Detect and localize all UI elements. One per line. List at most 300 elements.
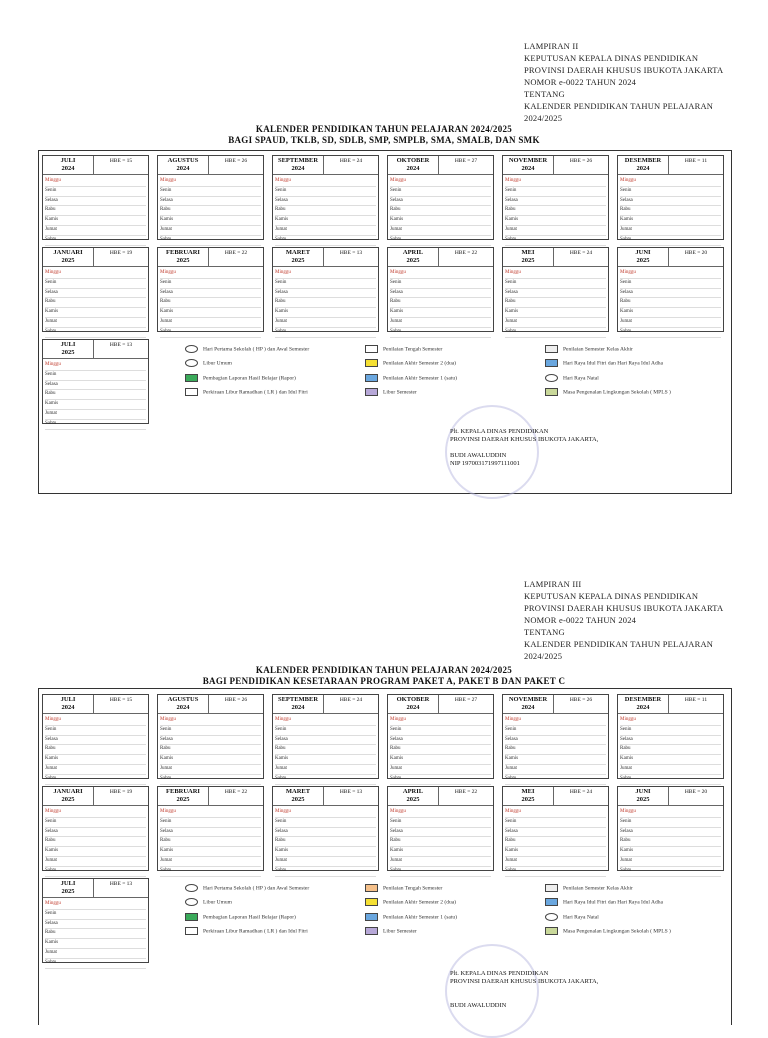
day-label: Sabtu [275, 775, 287, 781]
day-row [275, 716, 376, 726]
day-row [160, 775, 261, 785]
day-row [620, 736, 721, 746]
day-label: Jumat [45, 765, 57, 771]
day-label: Selasa [275, 197, 288, 203]
day-label: Selasa [390, 289, 403, 295]
day-row [620, 837, 721, 847]
day-label: Kamis [620, 756, 634, 762]
day-row [505, 745, 606, 755]
day-row [160, 279, 261, 289]
day-label: Senin [505, 818, 517, 824]
day-label: Minggu [45, 178, 61, 183]
month-mei-2025 [502, 247, 609, 332]
day-label: Rabu [275, 207, 286, 213]
day-row [45, 837, 146, 847]
day-label: Jumat [275, 318, 287, 324]
day-label: Minggu [45, 270, 61, 275]
day-label: Minggu [505, 270, 521, 275]
day-row [275, 837, 376, 847]
month-maret-2025 [272, 247, 379, 332]
month-agustus-2024 [157, 694, 264, 779]
day-label: Rabu [160, 207, 171, 213]
day-label: Minggu [45, 362, 61, 367]
day-label: Minggu [275, 270, 291, 275]
day-label: Rabu [390, 746, 401, 752]
day-label: Rabu [45, 299, 56, 305]
month-name: FEBRUARI 2025 [166, 788, 200, 803]
day-row [45, 959, 146, 969]
month-name: JANUARI 2025 [53, 249, 83, 264]
day-label: Selasa [45, 920, 58, 926]
day-label: Minggu [390, 809, 406, 814]
day-label: Sabtu [620, 328, 632, 334]
day-row [620, 765, 721, 775]
month-hbe: HBE = 20 [668, 248, 723, 266]
day-row [45, 400, 146, 410]
month-hbe: HBE = 24 [323, 695, 378, 713]
month-name: FEBRUARI 2025 [166, 249, 200, 264]
day-row [505, 726, 606, 736]
day-row [160, 308, 261, 318]
day-label: Sabtu [505, 328, 517, 334]
day-row [45, 939, 146, 949]
day-row [620, 818, 721, 828]
day-row [45, 390, 146, 400]
day-row [45, 206, 146, 216]
month-hbe: HBE = 11 [668, 695, 723, 713]
day-row [505, 828, 606, 838]
day-row [160, 177, 261, 187]
day-row [390, 216, 491, 226]
month-hbe: HBE = 13 [93, 879, 148, 897]
month-hbe: HBE = 20 [668, 787, 723, 805]
day-label: Jumat [390, 857, 402, 863]
day-label: Senin [275, 818, 287, 824]
day-row [390, 828, 491, 838]
day-row [505, 279, 606, 289]
day-row [45, 900, 146, 910]
month-hbe: HBE = 19 [93, 248, 148, 266]
day-label: Selasa [45, 289, 58, 295]
day-label: Kamis [505, 756, 519, 762]
legend: Hari Pertama Sekolah ( HP ) dan Awal Semester Penilaian Tengah Semester Penilaian Semester Kelas Akhir Libur Umum Penilaian Akhir Semester 2 (dua) Hari Raya Idul Fitri dan Hari Raya Idul Adha Pembagian Laporan Hasil Belajar (Rapor) Penilaian Akhir Semester 1 (satu) Hari Raya Natal Perkiraan Libur Ramadhan ( LR ) dan Idul Fitri Libur Semester Masa Pengenalan Lingkungan Sekolah ( MPLS ) [185, 884, 725, 935]
day-row [505, 318, 606, 328]
day-row [505, 216, 606, 226]
calendar-title: KALENDER PENDIDIKAN TAHUN PELAJARAN 2024/2025 [255, 665, 513, 675]
day-row [45, 328, 146, 338]
day-row [390, 716, 491, 726]
day-label: Sabtu [505, 775, 517, 781]
day-label: Selasa [390, 736, 403, 742]
month-name: JULI 2025 [60, 341, 76, 356]
day-label: Minggu [620, 809, 636, 814]
month-januari-2025 [42, 786, 149, 871]
day-label: Kamis [390, 309, 404, 315]
day-row [390, 765, 491, 775]
month-juli-2025 [42, 878, 149, 963]
month-juni-2025 [617, 786, 724, 871]
day-label: Selasa [505, 828, 518, 834]
day-row [620, 226, 721, 236]
day-row [160, 828, 261, 838]
day-label: Rabu [275, 746, 286, 752]
day-row [45, 910, 146, 920]
month-februari-2025 [157, 786, 264, 871]
day-row [505, 775, 606, 785]
day-label: Kamis [160, 756, 174, 762]
day-row [45, 847, 146, 857]
day-label: Kamis [275, 309, 289, 315]
day-row [45, 420, 146, 430]
day-row [45, 197, 146, 207]
day-row [390, 328, 491, 338]
day-label: Senin [505, 726, 517, 732]
month-hbe: HBE = 26 [553, 156, 608, 174]
day-row [620, 269, 721, 279]
day-row [160, 736, 261, 746]
day-row [160, 726, 261, 736]
month-maret-2025 [272, 786, 379, 871]
day-row [275, 177, 376, 187]
day-row [620, 847, 721, 857]
month-name: MARET 2025 [285, 249, 311, 264]
day-label: Jumat [160, 318, 172, 324]
day-row [505, 716, 606, 726]
day-label: Senin [505, 279, 517, 285]
day-label: Minggu [45, 901, 61, 906]
day-label: Sabtu [45, 959, 57, 965]
day-row [505, 187, 606, 197]
day-label: Sabtu [45, 867, 57, 873]
day-row [620, 828, 721, 838]
day-row [45, 775, 146, 785]
day-label: Jumat [275, 857, 287, 863]
month-hbe: HBE = 27 [438, 695, 493, 713]
month-desember-2024 [617, 155, 724, 240]
month-hbe: HBE = 24 [553, 787, 608, 805]
day-label: Selasa [390, 828, 403, 834]
day-row [390, 818, 491, 828]
day-label: Jumat [505, 857, 517, 863]
legend: Hari Pertama Sekolah ( HP ) dan Awal Semester Penilaian Tengah Semester Penilaian Semester Kelas Akhir Libur Umum Penilaian Akhir Semester 2 (dua) Hari Raya Idul Fitri dan Hari Raya Idul Adha Pembagian Laporan Hasil Belajar (Rapor) Penilaian Akhir Semester 1 (satu) Hari Raya Natal Perkiraan Libur Ramadhan ( LR ) dan Idul Fitri Libur Semester Masa Pengenalan Lingkungan Sekolah ( MPLS ) [185, 345, 725, 396]
day-row [45, 929, 146, 939]
day-row [620, 216, 721, 226]
day-label: Jumat [620, 857, 632, 863]
day-label: Selasa [275, 289, 288, 295]
day-label: Sabtu [390, 328, 402, 334]
month-hbe: HBE = 26 [553, 695, 608, 713]
day-label: Sabtu [45, 328, 57, 334]
day-row [45, 216, 146, 226]
day-label: Minggu [390, 178, 406, 183]
day-row [160, 837, 261, 847]
day-row [275, 328, 376, 338]
day-row [620, 745, 721, 755]
day-row [275, 298, 376, 308]
day-label: Selasa [45, 197, 58, 203]
month-hbe: HBE = 27 [438, 156, 493, 174]
day-row [390, 236, 491, 246]
day-label: Senin [620, 187, 632, 193]
day-label: Jumat [160, 857, 172, 863]
day-label: Rabu [505, 746, 516, 752]
day-row [620, 289, 721, 299]
day-label: Sabtu [620, 236, 632, 242]
day-label: Senin [620, 279, 632, 285]
signature-block: Plt. KEPALA DINAS PENDIDIKAN PROVINSI DAERAH KHUSUS IBUKOTA JAKARTA, BUDI AWALUDDIN NIP 197003171997111001 [450, 428, 599, 467]
day-row [45, 716, 146, 726]
day-label: Sabtu [275, 867, 287, 873]
day-label: Kamis [160, 309, 174, 315]
day-label: Senin [45, 187, 57, 193]
day-row [620, 726, 721, 736]
day-label: Sabtu [390, 867, 402, 873]
day-row [275, 818, 376, 828]
day-row [620, 318, 721, 328]
month-name: NOVEMBER 2024 [508, 696, 548, 711]
calendar-subtitle: BAGI SPAUD, TKLB, SD, SDLB, SMP, SMPLB, SMA, SMALB, DAN SMK [228, 135, 540, 145]
day-label: Jumat [275, 765, 287, 771]
day-label: Selasa [160, 197, 173, 203]
day-row [390, 867, 491, 877]
day-row [620, 775, 721, 785]
day-label: Minggu [160, 178, 176, 183]
day-label: Sabtu [45, 236, 57, 242]
day-row [505, 857, 606, 867]
month-name: JUNI 2025 [635, 788, 651, 803]
day-label: Senin [275, 187, 287, 193]
day-row [45, 289, 146, 299]
day-row [275, 736, 376, 746]
day-label: Jumat [620, 226, 632, 232]
day-row [45, 867, 146, 877]
day-row [620, 177, 721, 187]
day-label: Rabu [620, 299, 631, 305]
day-label: Sabtu [45, 420, 57, 426]
month-november-2024 [502, 694, 609, 779]
month-name: JULI 2024 [60, 696, 76, 711]
month-name: APRIL 2025 [402, 788, 424, 803]
day-row [45, 279, 146, 289]
day-row [45, 308, 146, 318]
day-row [275, 828, 376, 838]
day-row [390, 775, 491, 785]
day-label: Minggu [390, 270, 406, 275]
day-label: Jumat [45, 410, 57, 416]
day-row [275, 765, 376, 775]
month-november-2024 [502, 155, 609, 240]
day-label: Selasa [45, 736, 58, 742]
calendar-subtitle: BAGI PENDIDIKAN KESETARAAN PROGRAM PAKET A, PAKET B DAN PAKET C [202, 676, 566, 686]
day-row [45, 298, 146, 308]
day-row [275, 755, 376, 765]
day-row [160, 236, 261, 246]
day-label: Sabtu [45, 775, 57, 781]
day-label: Minggu [620, 717, 636, 722]
day-row [390, 736, 491, 746]
day-row [505, 867, 606, 877]
day-row [275, 289, 376, 299]
day-label: Minggu [275, 717, 291, 722]
day-row [275, 206, 376, 216]
day-label: Kamis [160, 217, 174, 223]
day-label: Minggu [275, 809, 291, 814]
day-row [390, 308, 491, 318]
day-row [275, 318, 376, 328]
lampiran-header: LAMPIRAN III KEPUTUSAN KEPALA DINAS PENDIDIKAN PROVINSI DAERAH KHUSUS IBUKOTA JAKARTA NOMOR e-0022 TAHUN 2024 TENTANG KALENDER PENDIDIKAN TAHUN PELAJARAN 2024/2025 [524, 579, 724, 661]
month-name: JUNI 2025 [635, 249, 651, 264]
day-label: Rabu [45, 207, 56, 213]
signature-block: Plt. KEPALA DINAS PENDIDIKAN PROVINSI DAERAH KHUSUS IBUKOTA JAKARTA, BUDI AWALUDDIN [450, 970, 599, 1009]
day-label: Minggu [505, 717, 521, 722]
day-row [620, 298, 721, 308]
month-name: APRIL 2025 [402, 249, 424, 264]
day-label: Minggu [620, 270, 636, 275]
day-label: Rabu [45, 838, 56, 844]
day-label: Minggu [160, 809, 176, 814]
month-name: MEI 2025 [521, 788, 535, 803]
day-row [390, 857, 491, 867]
day-row [160, 847, 261, 857]
month-februari-2025 [157, 247, 264, 332]
day-row [45, 381, 146, 391]
page-lampiran-iii [0, 512, 768, 1024]
day-row [45, 361, 146, 371]
day-label: Senin [45, 818, 57, 824]
day-row [160, 197, 261, 207]
month-desember-2024 [617, 694, 724, 779]
day-label: Rabu [275, 299, 286, 305]
day-label: Jumat [390, 226, 402, 232]
day-row [160, 716, 261, 726]
day-row [160, 298, 261, 308]
month-name: JULI 2024 [60, 157, 76, 172]
day-row [275, 847, 376, 857]
day-label: Kamis [505, 848, 519, 854]
day-label: Minggu [45, 809, 61, 814]
day-label: Selasa [45, 828, 58, 834]
day-row [45, 726, 146, 736]
day-label: Jumat [620, 765, 632, 771]
day-label: Sabtu [620, 775, 632, 781]
day-label: Senin [620, 726, 632, 732]
day-row [160, 867, 261, 877]
day-row [45, 920, 146, 930]
day-label: Jumat [620, 318, 632, 324]
day-row [390, 197, 491, 207]
month-name: JANUARI 2025 [53, 788, 83, 803]
day-row [160, 318, 261, 328]
day-label: Senin [390, 279, 402, 285]
day-row [45, 828, 146, 838]
day-label: Senin [160, 818, 172, 824]
day-row [275, 726, 376, 736]
day-row [160, 857, 261, 867]
day-label: Sabtu [160, 867, 172, 873]
day-row [160, 226, 261, 236]
day-label: Jumat [390, 765, 402, 771]
day-label: Rabu [390, 299, 401, 305]
month-hbe: HBE = 13 [93, 340, 148, 358]
day-label: Kamis [275, 217, 289, 223]
day-row [160, 289, 261, 299]
day-row [45, 269, 146, 279]
day-row [45, 857, 146, 867]
day-label: Rabu [45, 930, 56, 936]
day-label: Senin [45, 279, 57, 285]
day-row [275, 269, 376, 279]
day-label: Selasa [620, 197, 633, 203]
day-row [505, 226, 606, 236]
day-row [160, 765, 261, 775]
day-label: Rabu [505, 207, 516, 213]
day-row [275, 775, 376, 785]
month-name: NOVEMBER 2024 [508, 157, 548, 172]
month-hbe: HBE = 15 [93, 695, 148, 713]
day-row [275, 857, 376, 867]
day-row [390, 177, 491, 187]
day-label: Kamis [275, 848, 289, 854]
day-label: Selasa [505, 289, 518, 295]
month-hbe: HBE = 24 [323, 156, 378, 174]
day-label: Rabu [620, 207, 631, 213]
day-row [160, 808, 261, 818]
day-label: Selasa [275, 736, 288, 742]
month-hbe: HBE = 15 [93, 156, 148, 174]
day-row [390, 847, 491, 857]
month-hbe: HBE = 26 [208, 695, 263, 713]
day-row [505, 177, 606, 187]
day-label: Minggu [505, 809, 521, 814]
day-label: Jumat [45, 949, 57, 955]
day-row [620, 279, 721, 289]
day-label: Minggu [390, 717, 406, 722]
day-label: Minggu [620, 178, 636, 183]
day-label: Sabtu [505, 867, 517, 873]
day-row [620, 716, 721, 726]
day-row [160, 755, 261, 765]
day-row [390, 289, 491, 299]
day-row [390, 837, 491, 847]
day-label: Jumat [45, 857, 57, 863]
day-label: Sabtu [505, 236, 517, 242]
day-row [505, 269, 606, 279]
month-name: DESEMBER 2024 [624, 696, 662, 711]
month-hbe: HBE = 26 [208, 156, 263, 174]
day-row [505, 289, 606, 299]
day-label: Sabtu [620, 867, 632, 873]
day-label: Senin [390, 726, 402, 732]
day-row [505, 298, 606, 308]
month-juli-2024 [42, 155, 149, 240]
day-row [160, 187, 261, 197]
day-label: Kamis [390, 848, 404, 854]
day-label: Minggu [160, 270, 176, 275]
day-row [390, 269, 491, 279]
page-lampiran-ii [0, 0, 768, 512]
day-row [45, 745, 146, 755]
day-row [45, 187, 146, 197]
day-row [160, 216, 261, 226]
day-label: Rabu [45, 746, 56, 752]
day-row [620, 206, 721, 216]
day-row [275, 197, 376, 207]
day-label: Jumat [45, 226, 57, 232]
month-hbe: HBE = 19 [93, 787, 148, 805]
day-label: Rabu [390, 207, 401, 213]
day-row [275, 187, 376, 197]
day-row [505, 755, 606, 765]
